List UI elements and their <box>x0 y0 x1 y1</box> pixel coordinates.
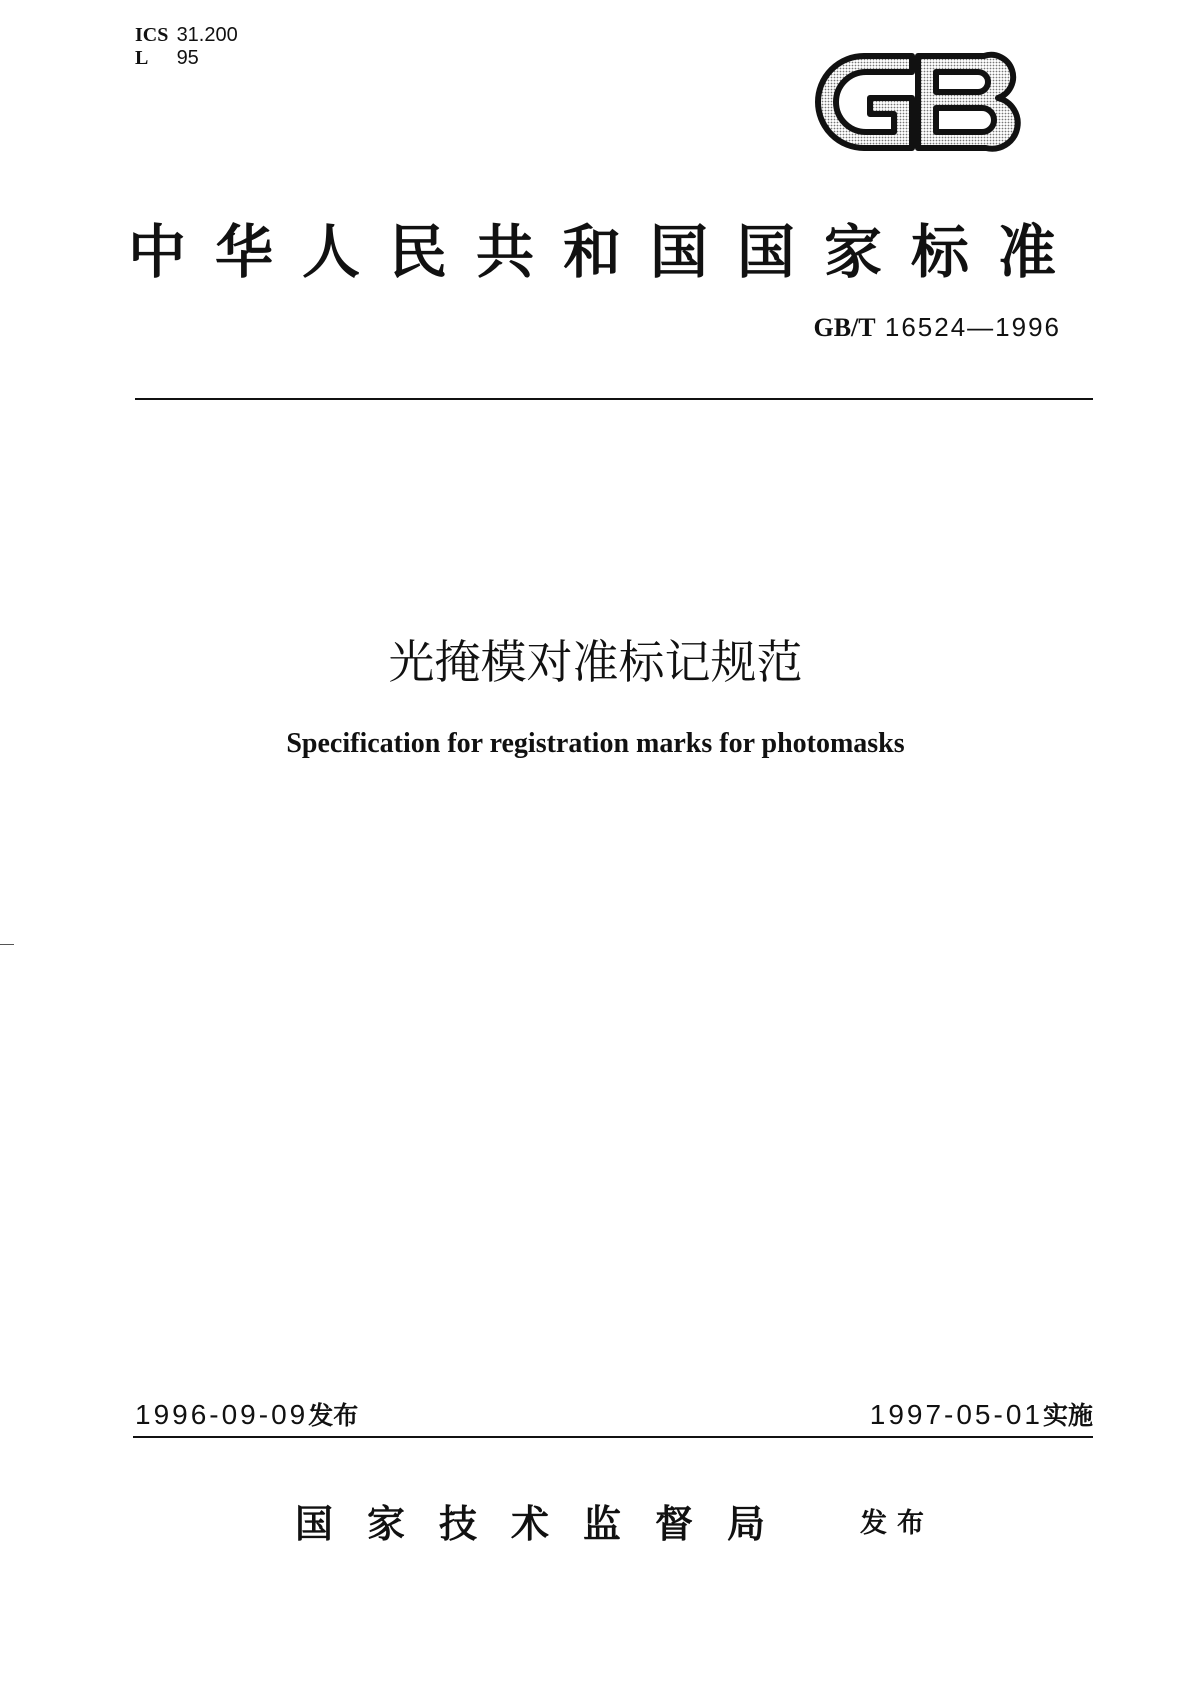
issue-date-value: 1996-09-09 <box>135 1399 309 1430</box>
ccs-code: 95 <box>176 47 199 69</box>
standard-prefix: GB/T <box>813 313 876 342</box>
gb-logo-b <box>918 55 1018 149</box>
gb-logo-g <box>818 56 912 148</box>
standard-number <box>813 312 1061 343</box>
classification-codes <box>135 24 238 70</box>
ics-line <box>135 24 238 47</box>
implementation-date <box>870 1396 1093 1432</box>
ics-label: ICS <box>135 24 169 46</box>
issuing-authority: 国家技术监督局 <box>295 1502 800 1546</box>
issuing-action: 发布 <box>860 1508 934 1539</box>
ics-code: 31.200 <box>176 24 238 46</box>
ccs-label: L <box>135 47 149 69</box>
header-divider <box>135 398 1093 400</box>
ccs-line <box>135 47 238 70</box>
issue-date <box>135 1396 358 1432</box>
standard-code: 16524—1996 <box>884 312 1061 342</box>
footer-divider <box>133 1436 1093 1438</box>
document-title-en: Specification for registration marks for photomasks <box>286 728 905 759</box>
issue-date-suffix: 发布 <box>308 1401 359 1430</box>
national-standard-heading: 中华人民共和国国家标准 <box>128 218 1086 286</box>
implementation-date-value: 1997-05-01 <box>869 1399 1043 1430</box>
implementation-date-suffix: 实施 <box>1042 1401 1093 1430</box>
margin-mark <box>0 944 14 945</box>
document-title-cn: 光掩模对准标记规范 <box>388 635 803 689</box>
gb-logo <box>812 46 1022 158</box>
